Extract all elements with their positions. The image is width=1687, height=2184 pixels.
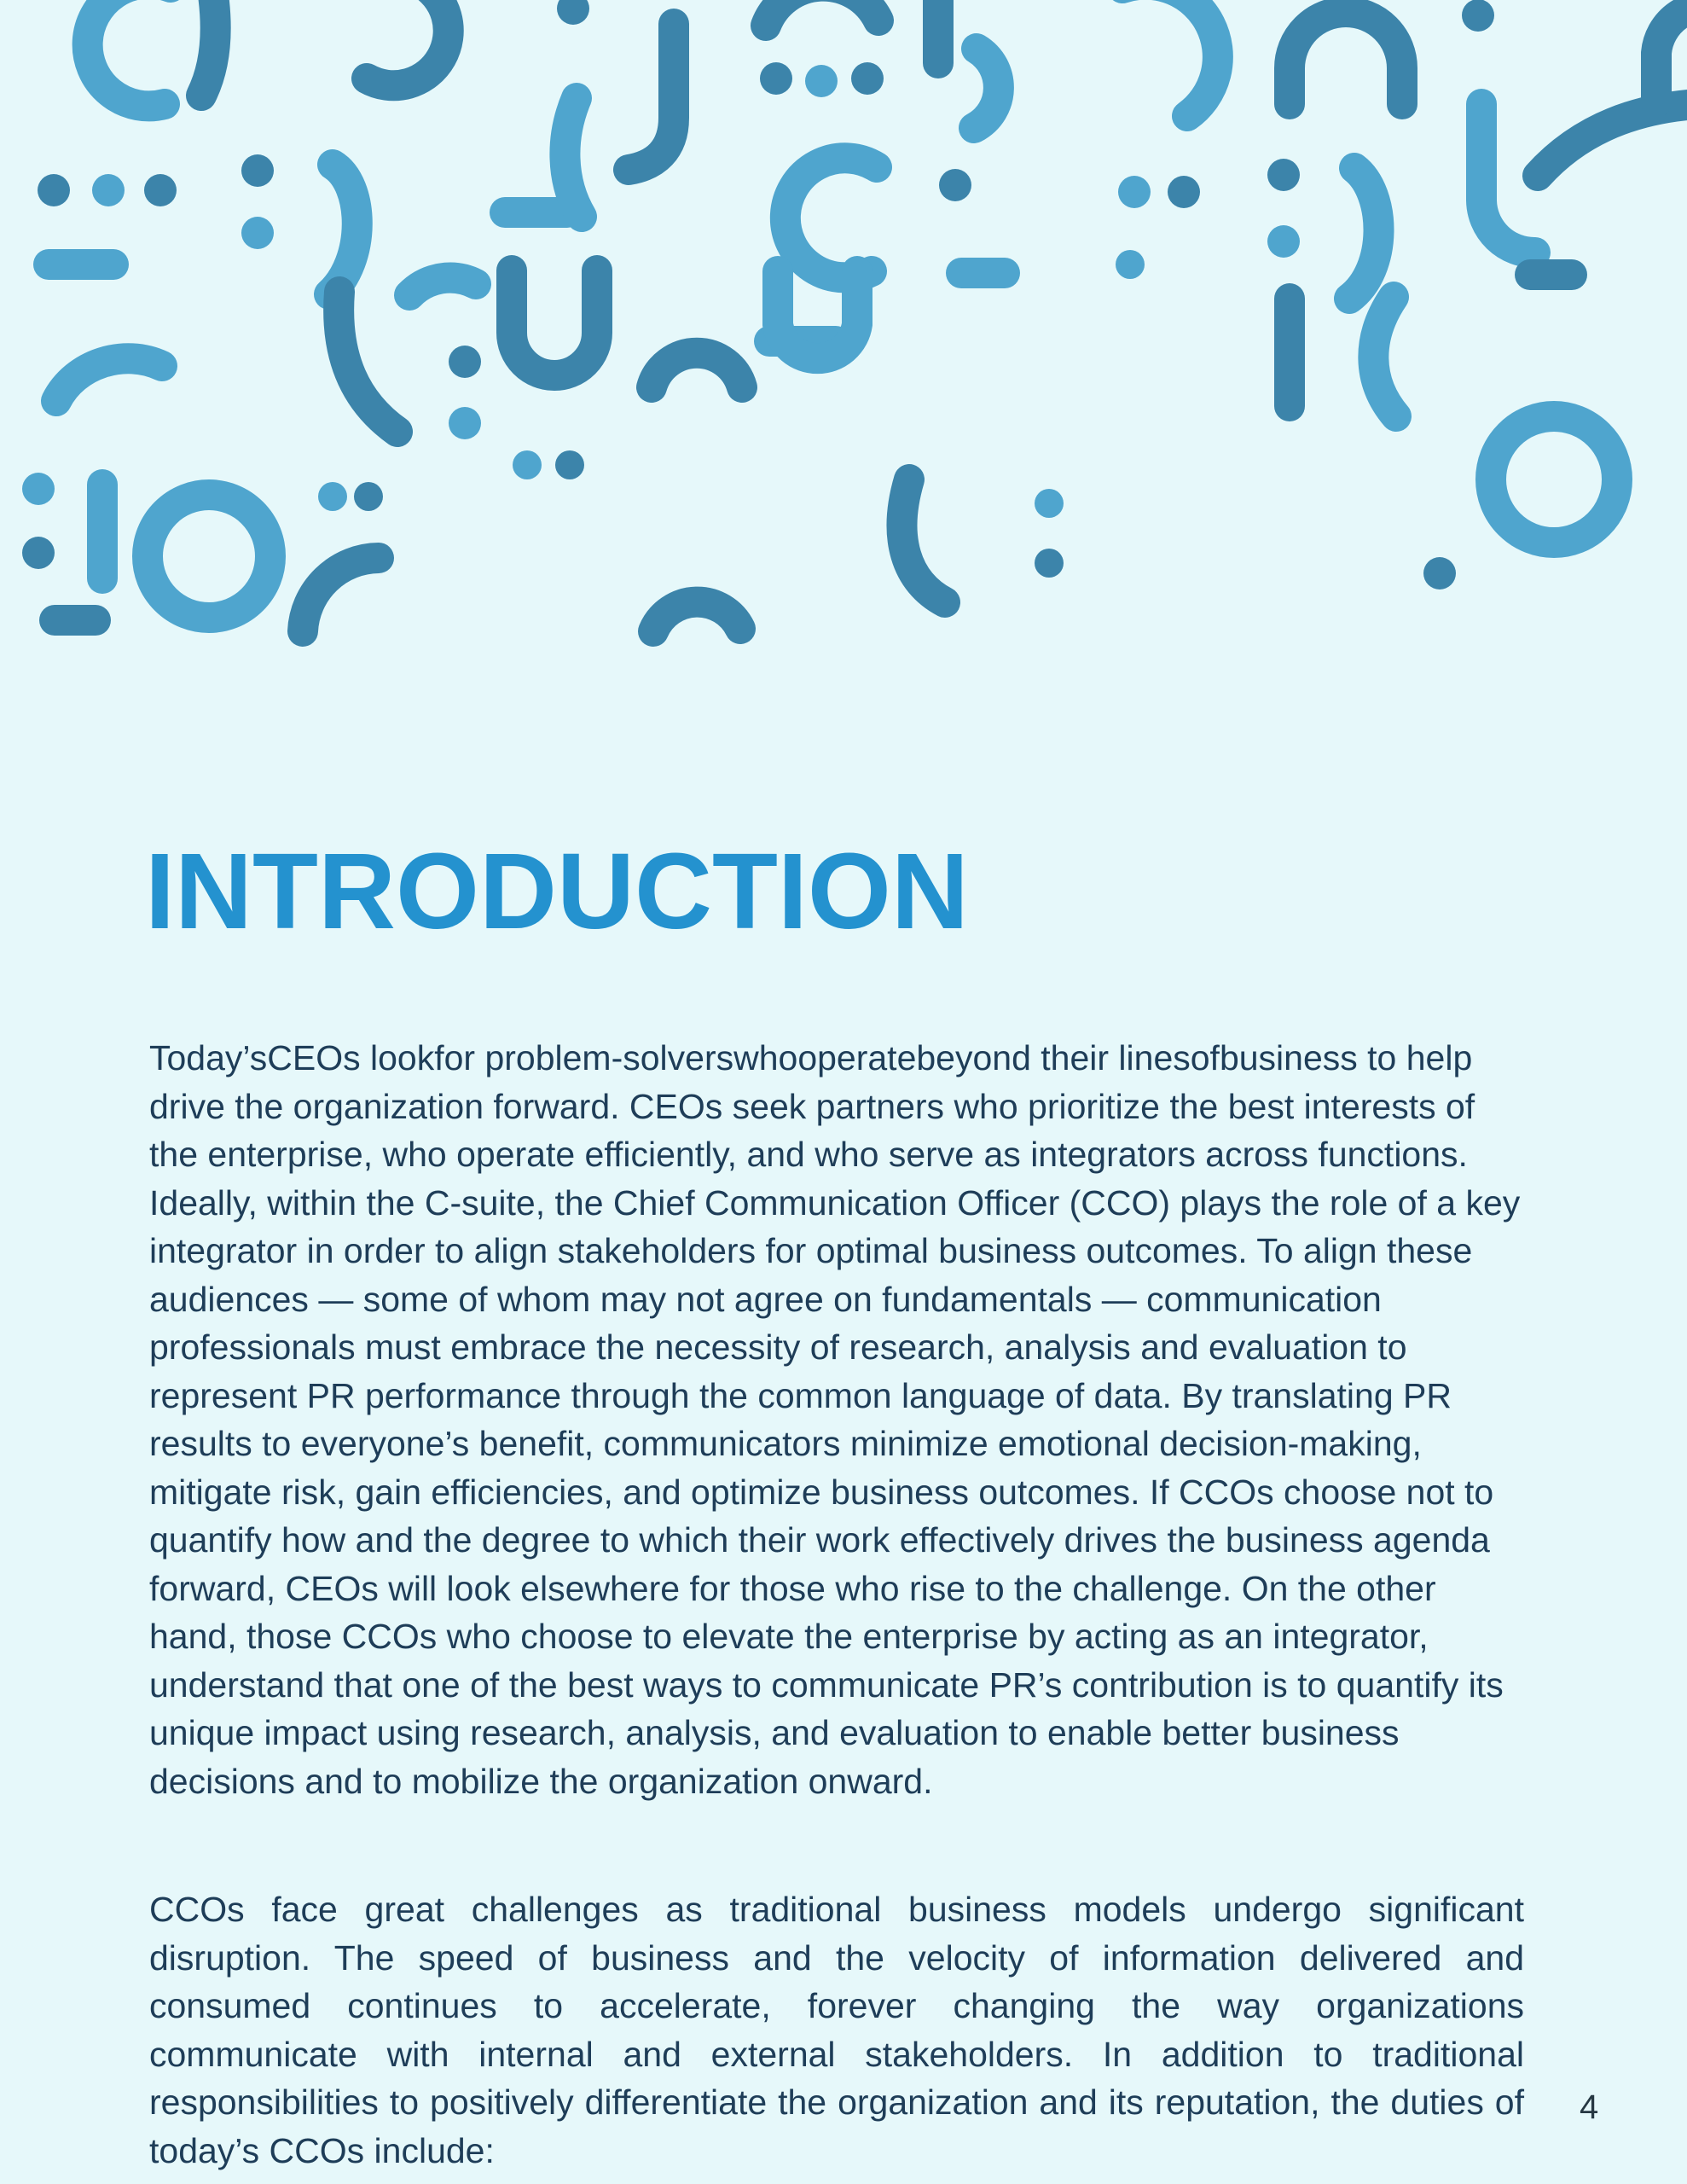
body-text bbox=[149, 1034, 1524, 2175]
page-number: 4 bbox=[1580, 2088, 1599, 2126]
decorative-shapes-pattern bbox=[0, 0, 1687, 657]
intro-paragraph-1: Today’sCEOs lookfor problem-solverswhooperatebeyond their linesofbusiness to help drive the organization forward. CEOs seek partners who prioritize the best interests of the enterprise, who operate efficiently, and who serve as integrators across functions. Ideally, within the C-suite, the Chief Communication Officer (CCO) plays the role of a key integrator in order to align stakeholders for optimal business outcomes. To align these audiences — some of whom may not agree on fundamentals — communication professionals must embrace the necessity of research, analysis and evaluation to represent PR performance through the common language of data. By translating PR results to everyone’s benefit, communicators minimize emotional decision-making, mitigate risk, gain efficiencies, and optimize business outcomes. If CCOs choose not to quantify how and the degree to which their work effectively drives the business agenda forward, CEOs will look elsewhere for those who rise to the challenge. On the other hand, those CCOs who choose to elevate the enterprise by acting as an integrator, understand that one of the best ways to communicate PR’s contribution is to quantify its unique impact using research, analysis, and evaluation to enable better business decisions and to mobilize the organization onward. bbox=[149, 1038, 1521, 1801]
page-title: INTRODUCTION bbox=[145, 831, 969, 951]
intro-paragraph-2: CCOs face great challenges as traditional business models undergo significant disruption. The speed of business and the velocity of information delivered and consumed continues to accelerate, forever changing the way organizations communicate with internal and external stakeholders. In addition to traditional responsibilities to positively differentiate the organization and its reputation, the duties of today’s CCOs include: bbox=[149, 1890, 1524, 2170]
